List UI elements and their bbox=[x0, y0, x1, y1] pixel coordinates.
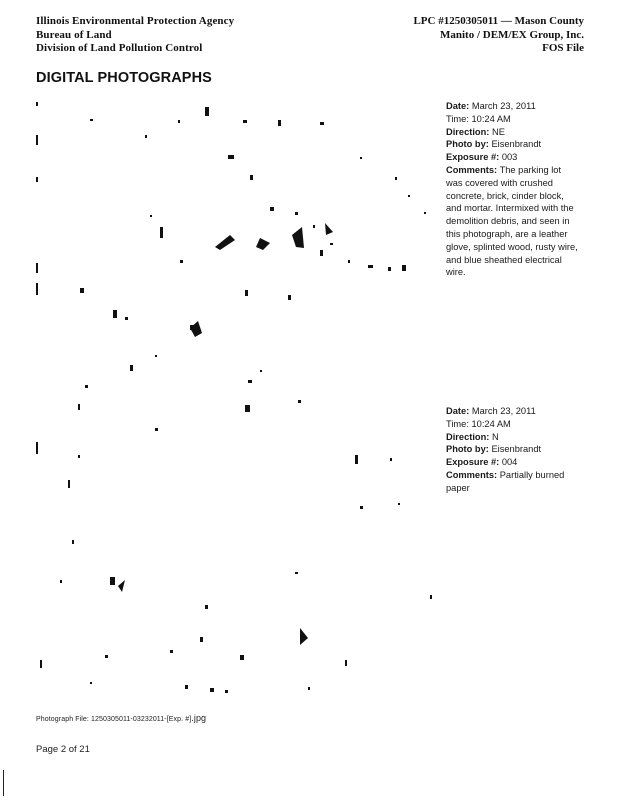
comments-value: The parking lot was covered with crushed concrete, brick, cinder block, and mortar. Intermixed with the demolition debris, and seen in this photograph, are a leather glove, splinted wood, rusty wire, and blue sheathed electrical wire. bbox=[446, 164, 578, 278]
photo-caption-003 bbox=[446, 100, 580, 279]
photo-by-value: Eisenbrandt bbox=[491, 139, 542, 150]
bureau-name: Bureau of Land bbox=[36, 28, 112, 41]
time-row bbox=[446, 113, 580, 126]
time-label: Time: bbox=[446, 113, 469, 124]
agency-header bbox=[36, 15, 234, 56]
file-type: FOS File bbox=[542, 42, 584, 54]
exposure-row bbox=[446, 456, 580, 469]
agency-name: Illinois Environmental Protection Agency bbox=[36, 15, 235, 27]
exposure-value: 003 bbox=[501, 152, 518, 163]
date-value: March 23, 2011 bbox=[471, 406, 536, 416]
photograph-exposure-003 bbox=[30, 95, 438, 395]
comments-label: Comments: bbox=[446, 469, 498, 480]
date-label: Date: bbox=[446, 406, 470, 416]
date-row bbox=[446, 405, 580, 418]
comments-value: Partially burned paper bbox=[446, 469, 565, 493]
photo-by-row bbox=[446, 443, 580, 456]
exposure-value: 004 bbox=[501, 457, 518, 468]
page-number: Page 2 of 21 bbox=[36, 744, 90, 755]
time-value: 10:24 AM bbox=[471, 418, 511, 429]
division-name: Division of Land Pollution Control bbox=[36, 42, 203, 54]
exposure-row bbox=[446, 151, 580, 164]
comments-row bbox=[446, 164, 580, 279]
site-name: Manito / DEM/EX Group, Inc. bbox=[439, 28, 584, 41]
photo-file-extension: .jpg bbox=[191, 713, 207, 723]
date-row bbox=[446, 100, 580, 113]
comments-label: Comments: bbox=[446, 164, 498, 175]
photo-by-label: Photo by: bbox=[446, 139, 489, 150]
time-row bbox=[446, 418, 580, 431]
photo-caption-004 bbox=[446, 405, 580, 495]
direction-row bbox=[446, 126, 580, 139]
comments-row bbox=[446, 469, 580, 495]
photograph-file-name bbox=[36, 713, 206, 723]
photo-by-label: Photo by: bbox=[446, 444, 489, 455]
exposure-label: Exposure #: bbox=[446, 152, 500, 163]
site-id: LPC #1250305011 — Mason County bbox=[413, 15, 584, 27]
time-value: 10:24 AM bbox=[471, 113, 511, 124]
exposure-label: Exposure #: bbox=[446, 457, 500, 468]
photo-file-prefix: Photograph File: 1250305011-03232011-[Exp. #] bbox=[36, 716, 192, 723]
page-title: DIGITAL PHOTOGRAPHS bbox=[36, 70, 212, 86]
direction-label: Direction: bbox=[446, 431, 490, 442]
time-label: Time: bbox=[446, 418, 469, 429]
photo-by-row bbox=[446, 138, 580, 151]
photo-speckles-2 bbox=[30, 400, 438, 700]
direction-row bbox=[446, 431, 580, 444]
direction-label: Direction: bbox=[446, 126, 490, 137]
scan-edge-mark bbox=[3, 770, 4, 796]
direction-value: NE bbox=[491, 126, 505, 137]
direction-value: N bbox=[491, 431, 499, 442]
date-value: March 23, 2011 bbox=[471, 101, 536, 111]
photograph-exposure-004 bbox=[30, 400, 438, 700]
date-label: Date: bbox=[446, 101, 470, 111]
photo-speckles-1 bbox=[30, 95, 438, 395]
site-header bbox=[413, 15, 584, 56]
photo-by-value: Eisenbrandt bbox=[491, 444, 542, 455]
